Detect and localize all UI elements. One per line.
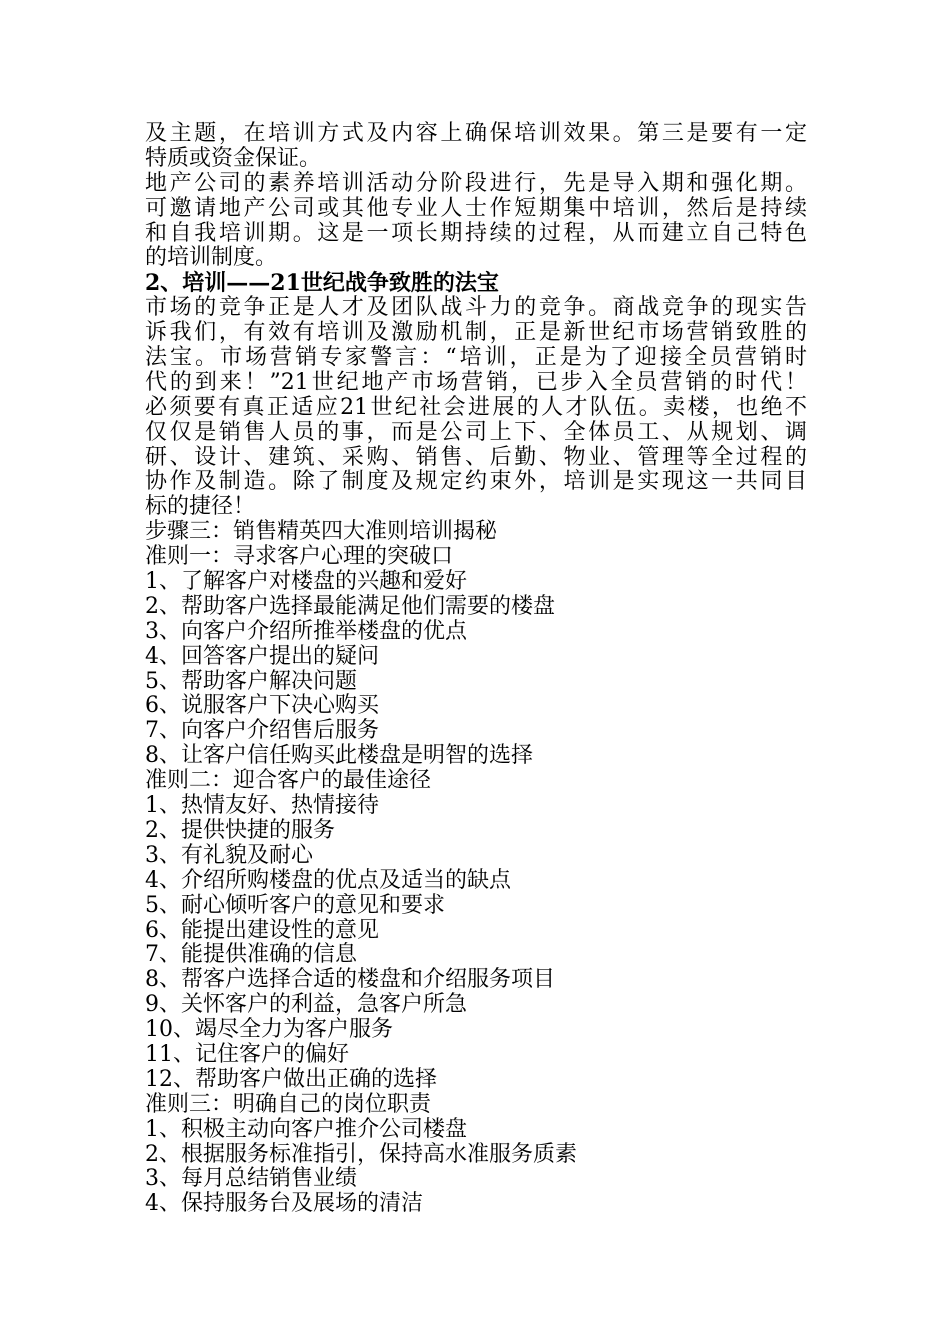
list-item: 5、耐心倾听客户的意见和要求	[145, 892, 445, 918]
list-item: 7、能提供准确的信息	[145, 942, 357, 968]
list-item: 11、记住客户的偏好	[145, 1041, 349, 1067]
rule-1-section	[145, 545, 807, 769]
text-line: 地产公司的素养培训活动分阶段进行，先是导入期和强化期。	[145, 170, 807, 196]
text-line: 仅仅是销售人员的事，而是公司上下、全体员工、从规划、调	[145, 419, 807, 445]
list-item: 6、说服客户下决心购买	[145, 693, 379, 719]
document-page	[145, 122, 807, 1217]
text-line: 及主题，在培训方式及内容上确保培训效果。第三是要有一定	[145, 121, 807, 146]
paragraph-market-competition	[145, 296, 807, 520]
list-item: 1、了解客户对楼盘的兴趣和爱好	[145, 569, 467, 595]
step-title: 步骤三：销售精英四大准则培训揭秘	[145, 519, 498, 545]
rule-3-section	[145, 1093, 807, 1217]
list-item: 4、保持服务台及展场的清洁	[145, 1191, 423, 1217]
list-item: 2、帮助客户选择最能满足他们需要的楼盘	[145, 593, 555, 619]
rule-title: 准则二：迎合客户的最佳途径	[145, 768, 432, 794]
rule-title: 准则三：明确自己的岗位职责	[145, 1091, 432, 1117]
text-line: 必须要有真正适应21世纪社会进展的人才队伍。卖楼，也绝不	[145, 394, 807, 420]
text-line: 可邀请地产公司或其他专业人士作短期集中培训，然后是持续	[145, 195, 807, 221]
text-line: 标的捷径！	[145, 494, 256, 520]
text-line: 法宝。市场营销专家警言：“培训，正是为了迎接全员营销时	[145, 345, 807, 371]
rule-2-section	[145, 769, 807, 1093]
text-line: 诉我们，有效有培训及激励机制，正是新世纪市场营销致胜的	[145, 320, 807, 346]
rule-title: 准则一：寻求客户心理的突破口	[145, 544, 454, 570]
list-item: 5、帮助客户解决问题	[145, 668, 357, 694]
list-item: 8、让客户信任购买此楼盘是明智的选择	[145, 743, 533, 769]
paragraph-training-guarantee	[145, 122, 807, 172]
list-item: 1、积极主动向客户推介公司楼盘	[145, 1116, 467, 1142]
text-line: 市场的竞争正是人才及团队战斗力的竞争。商战竞争的现实告	[145, 295, 807, 321]
text-line: 的培训制度。	[145, 245, 278, 271]
list-item: 3、每月总结销售业绩	[145, 1166, 357, 1192]
list-item: 2、根据服务标准指引，保持高水准服务质素	[145, 1141, 577, 1167]
section-heading: 2、培训——21世纪战争致胜的法宝	[145, 270, 499, 297]
list-item: 10、竭尽全力为客户服务	[145, 1017, 393, 1043]
list-item: 1、热情友好、热情接待	[145, 793, 379, 819]
list-item: 7、向客户介绍售后服务	[145, 718, 379, 744]
list-item: 8、帮客户选择合适的楼盘和介绍服务项目	[145, 967, 555, 993]
list-item: 3、有礼貌及耐心	[145, 842, 313, 868]
list-item: 12、帮助客户做出正确的选择	[145, 1066, 437, 1092]
text-line: 代的到来！”21世纪地产市场营销，已步入全员营销的时代！	[145, 369, 807, 395]
text-line: 特质或资金保证。	[145, 145, 322, 171]
list-item: 6、能提出建设性的意见	[145, 917, 379, 943]
text-line: 协作及制造。除了制度及规定约束外，培训是实现这一共同目	[145, 469, 807, 495]
list-item: 3、向客户介绍所推举楼盘的优点	[145, 618, 467, 644]
list-item: 4、回答客户提出的疑问	[145, 643, 379, 669]
text-line: 和自我培训期。这是一项长期持续的过程，从而建立自己特色	[145, 220, 807, 246]
list-item: 4、介绍所购楼盘的优点及适当的缺点	[145, 867, 511, 893]
text-line: 研、设计、建筑、采购、销售、后勤、物业、管理等全过程的	[145, 444, 807, 470]
list-item: 9、关怀客户的利益，急客户所急	[145, 992, 467, 1018]
paragraph-training-stages	[145, 172, 807, 272]
list-item: 2、提供快捷的服务	[145, 817, 335, 843]
